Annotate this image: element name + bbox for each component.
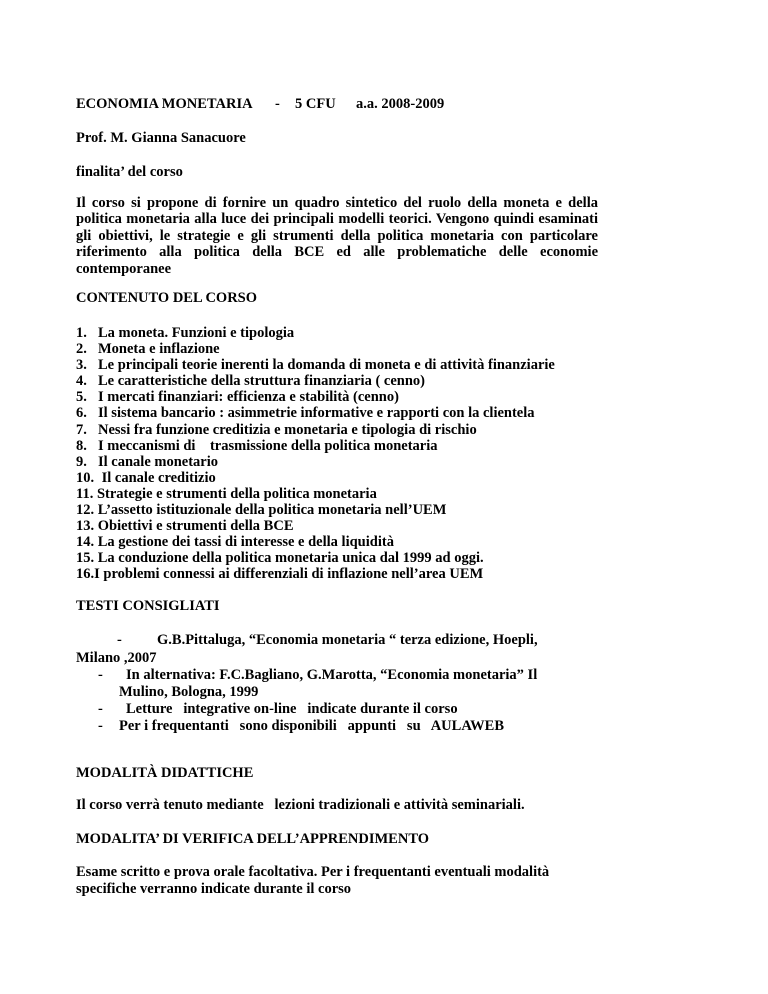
finalita-heading: finalita’ del corso <box>76 164 183 180</box>
list-item-number: 4. <box>76 373 87 390</box>
list-item <box>76 518 555 534</box>
course-title: ECONOMIA MONETARIA <box>76 96 253 112</box>
list-item <box>76 389 555 405</box>
list-item-number: 10. <box>76 469 95 486</box>
list-item <box>76 357 555 373</box>
list-item-text: Le caratteristiche della struttura finanziaria ( cenno) <box>98 373 425 390</box>
list-item <box>76 454 555 470</box>
testi-heading: TESTI CONSIGLIATI <box>76 598 220 614</box>
testi-item4-text: Per i frequentanti sono disponibili appunti su AULAWEB <box>119 718 505 734</box>
list-item <box>76 502 555 518</box>
list-item <box>76 373 555 389</box>
testi-item3-dash: - <box>98 701 103 717</box>
academic-year: a.a. 2008-2009 <box>356 96 445 112</box>
testi-item1-dash: - <box>117 632 122 648</box>
list-item-number: 15. <box>76 550 95 567</box>
list-item <box>76 341 555 357</box>
list-item <box>76 550 555 566</box>
list-item-text: Moneta e inflazione <box>98 341 220 358</box>
list-item <box>76 405 555 421</box>
contenuto-list <box>76 325 555 583</box>
list-item <box>76 566 555 582</box>
verifica-line1: Esame scritto e prova orale facoltativa. Per i frequentanti eventuali modalità <box>76 864 550 880</box>
list-item-text: L’assetto istituzionale della politica monetaria nell’UEM <box>97 502 447 519</box>
didattiche-heading: MODALITÀ DIDATTICHE <box>76 765 254 781</box>
list-item-text: La conduzione della politica monetaria unica dal 1999 ad oggi. <box>97 550 484 567</box>
list-item-number: 7. <box>76 421 87 438</box>
list-item-number: 1. <box>76 325 87 341</box>
list-item-number: 6. <box>76 405 87 422</box>
testi-item2-dash: - <box>98 667 103 683</box>
list-item-number: 9. <box>76 453 87 470</box>
testi-item2-line2: Mulino, Bologna, 1999 <box>119 684 259 700</box>
list-item <box>76 422 555 438</box>
list-item-number: 12. <box>76 502 95 519</box>
testi-item2-line1: In alternativa: F.C.Bagliano, G.Marotta, “Economia monetaria” Il <box>126 667 538 683</box>
testi-item1-line1: G.B.Pittaluga, “Economia monetaria “ terza edizione, Hoepli, <box>157 632 538 648</box>
title-dash: - <box>275 96 280 112</box>
verifica-heading: MODALITA’ DI VERIFICA DELL’APPRENDIMENTO <box>76 831 430 847</box>
list-item-number: 11. <box>76 485 94 502</box>
testi-item3-text: Letture integrative on-line indicate durante il corso <box>126 701 458 717</box>
list-item <box>76 325 555 341</box>
list-item-number: 5. <box>76 389 87 406</box>
list-item-number: 16. <box>76 566 95 583</box>
list-item-text: Il canale creditizio <box>101 469 216 486</box>
list-item-number: 8. <box>76 437 87 454</box>
list-item-text: I problemi connessi ai differenziali di inflazione nell’area UEM <box>94 566 484 583</box>
list-item-text: I meccanismi di trasmissione della politica monetaria <box>98 437 438 454</box>
list-item-number: 3. <box>76 357 87 374</box>
list-item-text: Nessi fra funzione creditizia e monetaria e tipologia di rischio <box>98 421 477 438</box>
course-credits: 5 CFU <box>295 96 336 112</box>
list-item-text: Obiettivi e strumenti della BCE <box>97 518 294 535</box>
list-item-number: 2. <box>76 341 87 358</box>
list-item-text: La moneta. Funzioni e tipologia <box>98 325 295 341</box>
list-item-text: Le principali teorie inerenti la domanda di moneta e di attività finanziarie <box>98 357 555 374</box>
finalita-paragraph: Il corso si propone di fornire un quadro sintetico del ruolo della moneta e della politica monetaria alla luce dei principali modelli teorici. Vengono quindi esaminati gli obiettivi, le strategie e gli strumenti della politica monetaria con particolare riferimento alla politica della BCE ed alle problematiche delle economie contemporanee <box>76 195 598 277</box>
list-item-text: Strategie e strumenti della politica monetaria <box>96 485 377 502</box>
list-item-number: 13. <box>76 518 95 535</box>
testi-item1-line2: Milano ,2007 <box>76 650 157 666</box>
professor-name: Prof. M. Gianna Sanacuore <box>76 130 246 146</box>
list-item-number: 14. <box>76 534 95 551</box>
list-item-text: I mercati finanziari: efficienza e stabilità (cenno) <box>98 389 399 406</box>
list-item-text: Il canale monetario <box>98 453 219 470</box>
list-item <box>76 438 555 454</box>
list-item-text: La gestione dei tassi di interesse e della liquidità <box>97 534 394 551</box>
verifica-line2: specifiche verranno indicate durante il corso <box>76 881 352 897</box>
testi-item4-dash: - <box>98 718 103 734</box>
list-item-text: Il sistema bancario : asimmetrie informative e rapporti con la clientela <box>98 405 535 422</box>
didattiche-text: Il corso verrà tenuto mediante lezioni tradizionali e attività seminariali. <box>76 797 525 813</box>
contenuto-heading: CONTENUTO DEL CORSO <box>76 290 258 306</box>
list-item <box>76 486 555 502</box>
list-item <box>76 470 555 486</box>
list-item <box>76 534 555 550</box>
